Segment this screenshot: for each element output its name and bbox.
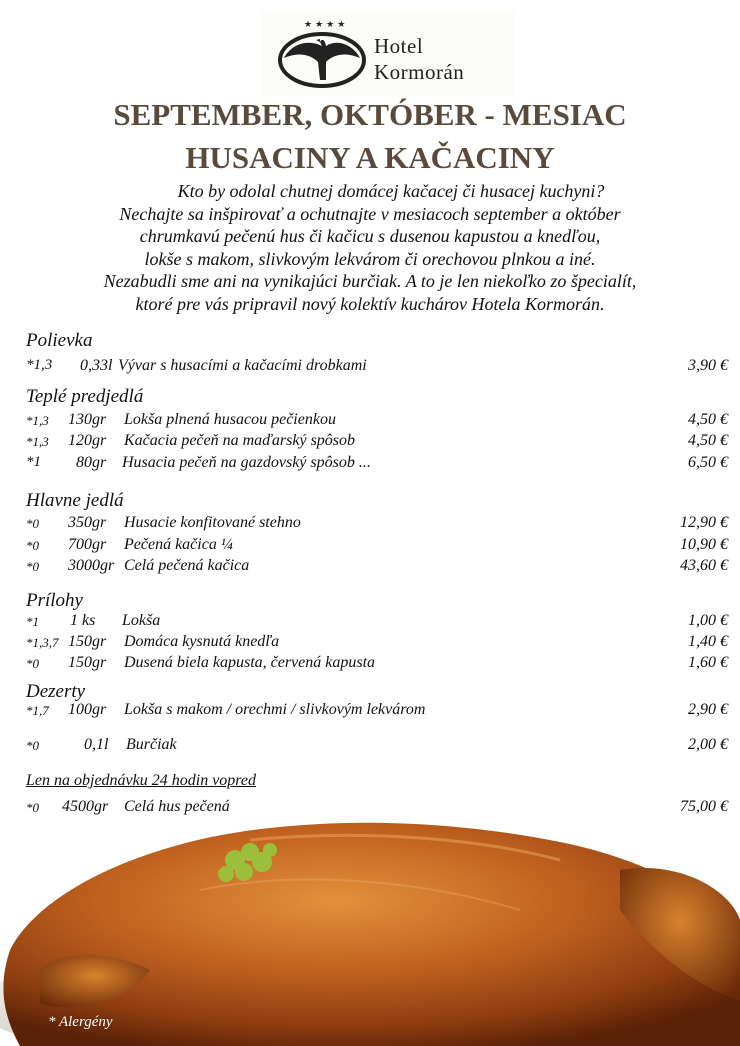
allergens: *0 [26,656,39,671]
quantity: 350gr [68,514,107,531]
logo-stars: ★★★★ [304,20,349,30]
dish-name: Kačacia pečeň na maďarský spôsob [124,432,356,449]
intro-line: Kto by odolal chutnej domácej kačacej či husacej kuchyni? [177,181,605,201]
allergens: *1,3 [26,357,53,373]
menu-item [0,612,740,632]
price: 4,50 € [688,411,728,428]
intro-line: lokše s makom, slivkovým lekvárom či orechovou plnkou a iné. [144,248,596,269]
quantity: 150gr [68,654,107,671]
price: 1,40 € [688,633,728,650]
price: 2,90 € [688,701,728,718]
allergens: *1,3 [26,434,49,449]
menu-item [0,633,740,653]
dish-name: Husacie konfitované stehno [124,514,301,531]
allergen-note: * Alergény [48,1014,113,1030]
dish-name: Vývar s husacími a kačacími drobkami [118,357,367,374]
quantity: 80gr [76,454,107,471]
menu-item [0,411,740,431]
roast-duck-image [0,800,740,1046]
price: 2,00 € [688,736,728,753]
allergens: *0 [26,516,39,531]
quantity: 3000gr [68,557,115,574]
section-title-order: Len na objednávku 24 hodin vopred [26,772,257,789]
quantity: 700gr [68,536,107,553]
price: 43,60 € [680,557,728,574]
quantity: 1 ks [70,612,96,629]
allergens: *0 [26,538,39,553]
section-title-dezerty: Dezerty [26,681,86,702]
allergens: *0 [26,738,39,753]
intro-line: ktoré pre vás pripravil nový kolektív kuchárov Hotela Kormorán. [135,293,605,314]
menu-item [0,701,740,721]
quantity: 0,1l [84,736,109,753]
price: 1,60 € [688,654,728,671]
menu-item [0,654,740,674]
menu-item [0,432,740,452]
page-title-line1: SEPTEMBER, OKTÓBER - MESIAC [113,97,627,132]
price: 10,90 € [680,536,728,553]
section-title-hlavne: Hlavne jedlá [26,490,124,511]
allergens: *1,3,7 [26,635,59,650]
page-title-line2: HUSACINY A KAČACINY [185,140,555,175]
menu-item [0,454,740,474]
dish-name: Celá pečená kačica [124,557,250,574]
section-title-polievka: Polievka [26,330,93,351]
allergens: *1,7 [26,703,49,718]
hotel-logo [262,12,514,96]
price: 4,50 € [688,432,728,449]
section-title-predjedla: Teplé predjedlá [26,386,144,407]
quantity: 150gr [68,633,107,650]
allergens: *0 [26,559,39,574]
logo-name-line2: Kormorán [374,60,465,84]
cormorant-icon [276,28,372,92]
dish-name: Lokša plnená husacou pečienkou [124,411,336,428]
intro-text [0,180,740,315]
allergens: *0 [26,800,39,815]
section-title-prilohy: Prílohy [26,590,83,611]
quantity: 0,33l [80,357,113,374]
dish-name: Husacia pečeň na gazdovský spôsob ... [122,454,371,471]
dish-name: Burčiak [126,736,177,753]
price: 1,00 € [688,612,728,629]
price: 3,90 € [688,357,728,374]
price: 6,50 € [688,454,728,471]
allergens: *1,3 [26,413,49,428]
intro-line: chrumkavú pečenú hus či kačicu s dusenou kapustou a knedľou, [139,226,601,246]
dish-name: Domáca kysnutá knedľa [124,633,280,650]
intro-line: Nezabudli sme ani na vynikajúci burčiak. A to je len niekoľko zo špecialít, [103,271,637,291]
quantity: 130gr [68,411,107,428]
quantity: 100gr [68,701,107,718]
menu-item [0,736,740,756]
price: 12,90 € [680,514,728,531]
dish-name: Dusená biela kapusta, červená kapusta [124,654,376,671]
quantity: 120gr [68,432,107,449]
dish-name: Pečená kačica ¼ [124,536,233,553]
allergens: *1 [26,614,39,629]
intro-line: Nechajte sa inšpirovať a ochutnajte v mesiacoch september a október [119,203,621,224]
dish-name: Lokša [122,612,161,629]
menu-item [0,557,740,577]
logo-name-line1: Hotel [374,34,424,58]
price: 75,00 € [680,798,728,815]
allergens: *1 [26,454,41,470]
menu-item [0,514,740,534]
menu-item [0,357,740,377]
quantity: 4500gr [62,798,109,815]
menu-item [0,536,740,556]
dish-name: Celá hus pečená [124,798,230,815]
dish-name: Lokša s makom / orechmi / slivkovým lekvárom [124,701,426,718]
